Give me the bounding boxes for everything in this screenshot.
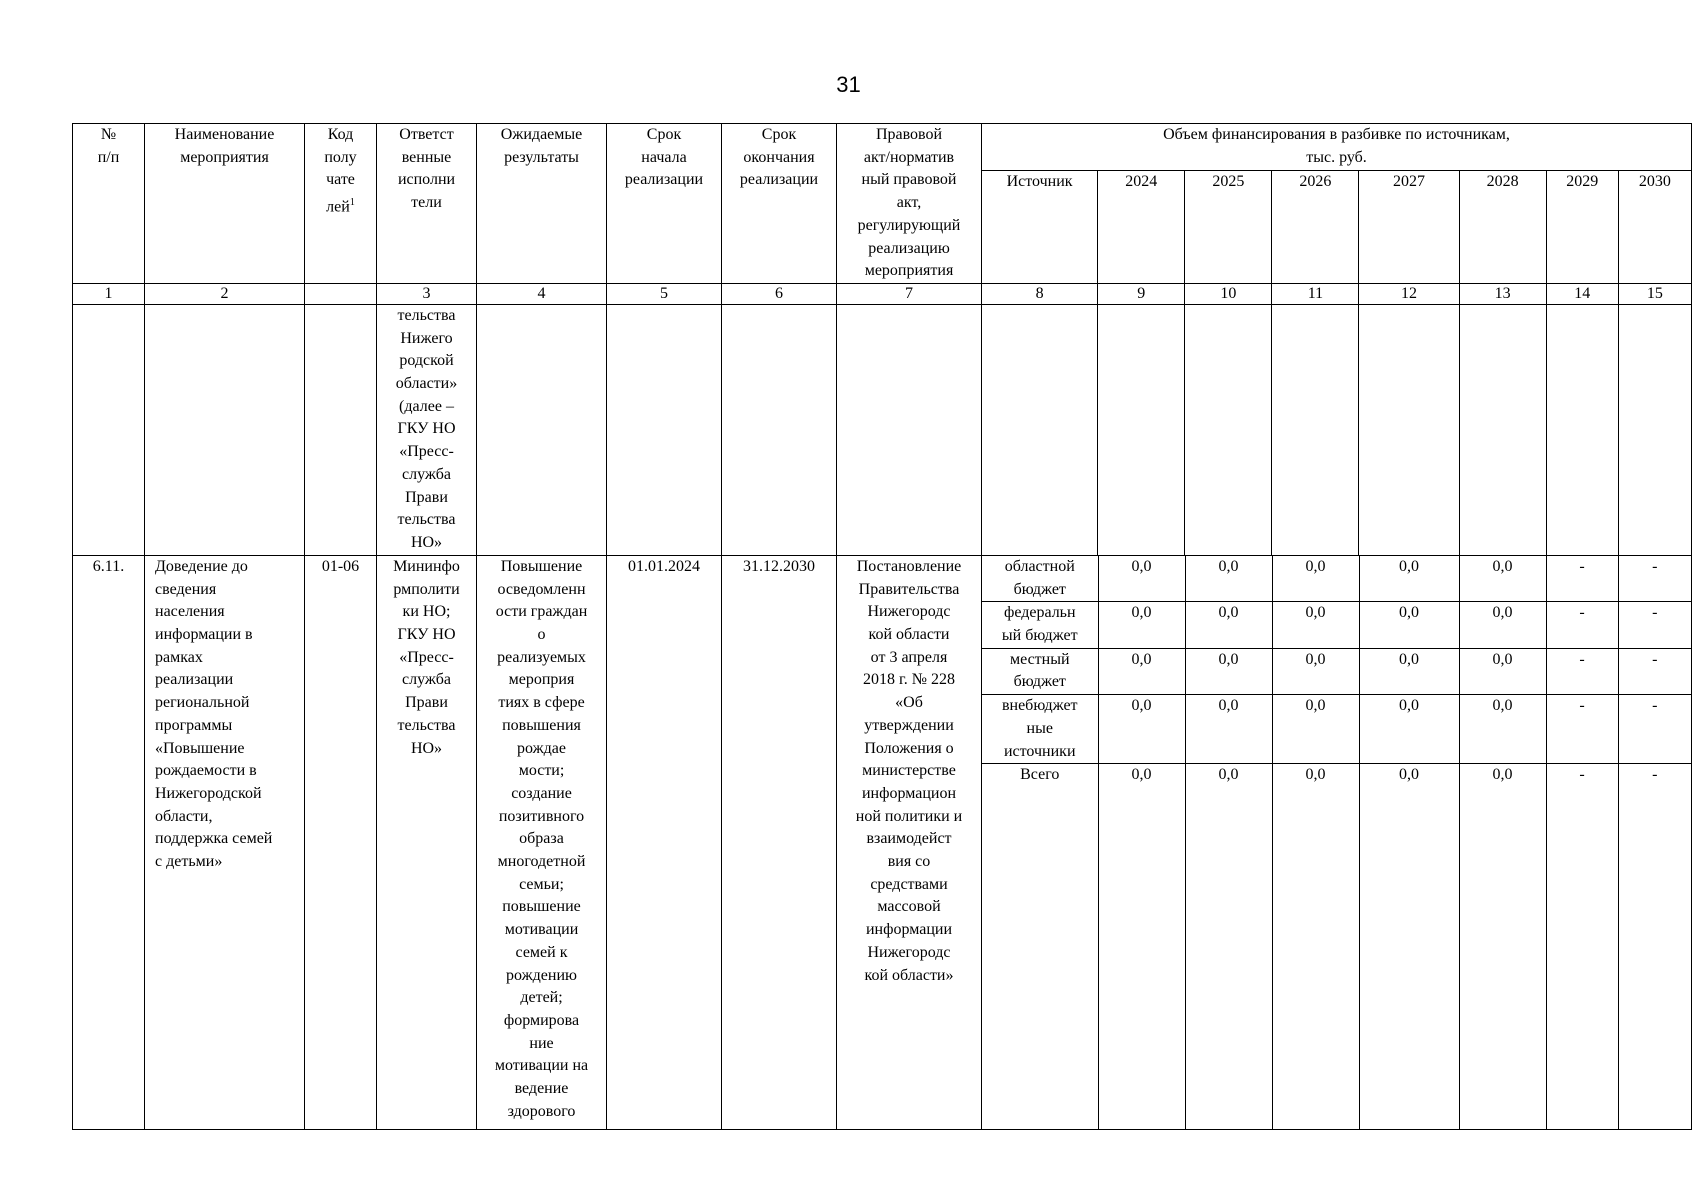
colnum-cell [305, 283, 377, 304]
responsible-executors: Mининфо рмполити ки НО; ГКУ НО «Пресс- служба Прави тельства НО» [377, 555, 477, 1129]
continuation-responsible: тельства Нижего родской области» (далее – ГКУ НО «Пресс- служба Прави тельства НО» [377, 304, 477, 555]
funding-value: - [1546, 602, 1618, 648]
funding-subtable [982, 556, 1691, 1129]
header-start: Срок начала реализации [607, 124, 722, 284]
page-number: 31 [836, 72, 861, 97]
funding-value: 0,0 [1098, 556, 1185, 602]
funding-value: 0,0 [1098, 695, 1185, 764]
header-year-2026: 2026 [1272, 170, 1359, 283]
header-year-2027: 2027 [1359, 170, 1459, 283]
funding-source: федеральн ый бюджет [982, 602, 1098, 648]
funding-row-total [982, 764, 1691, 1130]
funding-value: 0,0 [1185, 648, 1272, 694]
header-year-2028: 2028 [1459, 170, 1546, 283]
funding-value: - [1618, 602, 1691, 648]
funding-value: 0,0 [1359, 695, 1459, 764]
funding-row-regional [982, 556, 1691, 602]
funding-value: 0,0 [1272, 602, 1359, 648]
funding-row-federal [982, 602, 1691, 648]
funding-block [982, 555, 1692, 1129]
header-name: Наименование мероприятия [145, 124, 305, 284]
program-table [72, 123, 1692, 1130]
header-law: Правовой акт/норматив ный правовой акт, регулирующий реализацию мероприятия [837, 124, 982, 284]
funding-value: 0,0 [1459, 695, 1546, 764]
header-code: Код полу чате лей$^1$ [305, 124, 377, 284]
funding-value: - [1618, 695, 1691, 764]
funding-value: - [1546, 648, 1618, 694]
colnum-cell: 9 [1098, 283, 1185, 304]
legal-act: Постановление Правительства Нижегородс кой области от 3 апреля 2018 г. № 228 «Об утверждении Положения о министерстве информацион ной политики и взаимодейст вия со средствами массовой информации Нижегородс кой области» [837, 555, 982, 1129]
funding-value: 0,0 [1185, 602, 1272, 648]
footnote-marker: 1 [349, 197, 355, 209]
colnum-cell: 12 [1359, 283, 1459, 304]
header-end: Срок окончания реализации [722, 124, 837, 284]
funding-source: Всего [1020, 766, 1060, 784]
header-num: № п/п [73, 124, 145, 284]
funding-value: 0,0 [1185, 556, 1272, 602]
funding-value: 0,0 [1272, 648, 1359, 694]
continuation-row [73, 304, 1692, 555]
funding-value: - [1546, 764, 1618, 1130]
funding-source: областной бюджет [982, 556, 1098, 602]
header-source: Источник [982, 170, 1098, 283]
colnum-cell: 7 [837, 283, 982, 304]
colnum-cell: 11 [1272, 283, 1359, 304]
table-row [73, 555, 1692, 1129]
funding-value: - [1618, 556, 1691, 602]
funding-value: 0,0 [1272, 695, 1359, 764]
colnum-cell: 5 [607, 283, 722, 304]
header-year-2030: 2030 [1618, 170, 1691, 283]
funding-value: 0,0 [1272, 556, 1359, 602]
start-date: 01.01.2024 [607, 555, 722, 1129]
funding-value: 0,0 [1098, 648, 1185, 694]
colnum-cell: 8 [982, 283, 1098, 304]
header-year-2024: 2024 [1098, 170, 1185, 283]
funding-value: 0,0 [1459, 648, 1546, 694]
funding-value: 0,0 [1098, 764, 1185, 1130]
colnum-cell: 14 [1546, 283, 1618, 304]
colnum-cell: 2 [145, 283, 305, 304]
funding-value: 0,0 [1359, 602, 1459, 648]
colnum-cell: 10 [1185, 283, 1272, 304]
funding-value: 0,0 [1459, 764, 1546, 1130]
funding-value: 0,0 [1359, 764, 1459, 1130]
funding-value: 0,0 [1185, 764, 1272, 1130]
funding-value: - [1618, 764, 1691, 1130]
recipient-code: 01-06 [305, 555, 377, 1129]
funding-value: 0,0 [1459, 556, 1546, 602]
funding-source: внебюджет ные источники [982, 695, 1098, 764]
funding-value: 0,0 [1359, 556, 1459, 602]
header-funding: Объем финансирования в разбивке по источникам, тыс. руб. [982, 124, 1692, 171]
funding-value: - [1546, 695, 1618, 764]
column-numbers-row [73, 283, 1692, 304]
funding-row-extrabudgetary [982, 695, 1691, 764]
funding-value: 0,0 [1272, 764, 1359, 1130]
colnum-cell: 4 [477, 283, 607, 304]
funding-value: 0,0 [1098, 602, 1185, 648]
funding-source: местный бюджет [982, 648, 1098, 694]
funding-value: - [1618, 648, 1691, 694]
funding-value: - [1546, 556, 1618, 602]
colnum-cell: 6 [722, 283, 837, 304]
funding-value: 0,0 [1185, 695, 1272, 764]
header-responsible: Ответст венные исполни тели [377, 124, 477, 284]
end-date: 31.12.2030 [722, 555, 837, 1129]
event-name: Доведение до сведения населения информации в рамках реализации региональной программы «Повышение рождаемости в Нижегородской области, поддержка семей с детьми» [145, 555, 305, 1129]
header-year-2025: 2025 [1185, 170, 1272, 283]
colnum-cell: 13 [1459, 283, 1546, 304]
expected-results: Повышение осведомленн ости граждан о реализуемых мероприя тиях в сфере повышения рождае мости; создание позитивного образа многодетной семьи; повышение мотивации семей к рождению детей; формирова ние мотивации на ведение здорового [477, 555, 607, 1129]
funding-value: 0,0 [1459, 602, 1546, 648]
row-number: 6.11. [73, 555, 145, 1129]
funding-row-local [982, 648, 1691, 694]
colnum-cell: 3 [377, 283, 477, 304]
colnum-cell: 15 [1618, 283, 1691, 304]
funding-value: 0,0 [1359, 648, 1459, 694]
header-results: Ожидаемые результаты [477, 124, 607, 284]
header-year-2029: 2029 [1546, 170, 1618, 283]
colnum-cell: 1 [73, 283, 145, 304]
